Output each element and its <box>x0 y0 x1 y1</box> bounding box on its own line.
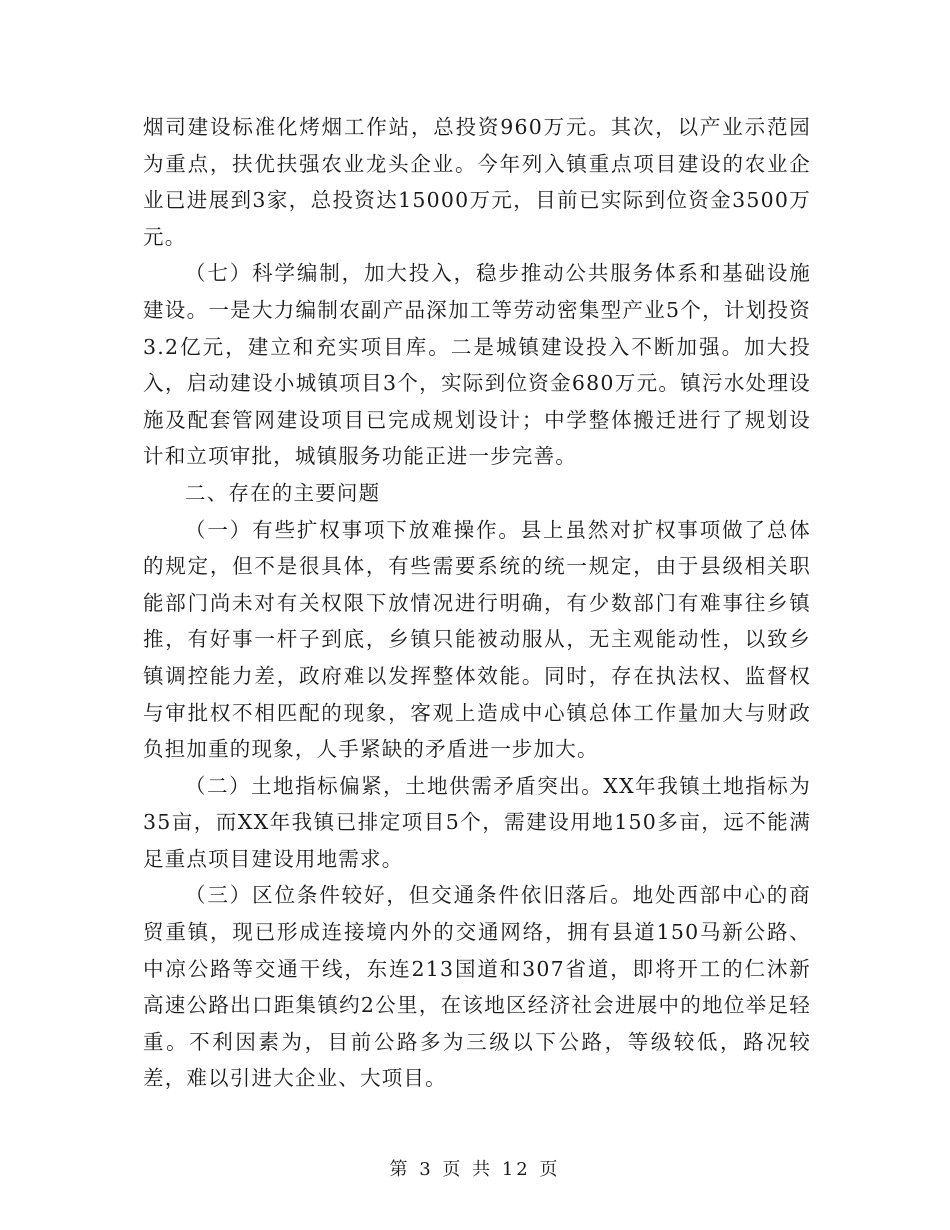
paragraph-transport: （三）区位条件较好，但交通条件依旧落后。地处西部中心的商贸重镇，现已形成连接境内外的交通网络，拥有县道150马新公路、中凉公路等交通干线，东连213国道和307省道，即将开工的仁沐新高速公路出口距集镇约2公里，在该地区经济社会进展中的地位举足轻重。不利因素为，目前公路多为三级以下公路，等级较低，路况较差，难以引进大企业、大项目。 <box>143 883 811 1091</box>
paragraph-delegated-powers: （一）有些扩权事项下放难操作。县上虽然对扩权事项做了总体的规定，但不是很具体，有些需要系统的统一规定，由于县级相关职能部门尚未对有关权限下放情况进行明确，有少数部门有难事往乡镇推，有好事一杆子到底，乡镇只能被动服从，无主观能动性，以致乡镇调控能力差，政府难以发挥整体效能。同时，存在执法权、监督权与审批权不相匹配的现象，客观上造成中心镇总体工作量加大与财政负担加重的现象，人手紧缺的矛盾进一步加大。 <box>143 517 811 762</box>
paragraph-public-services: （七）科学编制，加大投入，稳步推动公共服务体系和基础设施建设。一是大力编制农副产品深加工等劳动密集型产业5个，计划投资3.2亿元，建立和充实项目库。二是城镇建设投入不断加强。加大投入，启动建设小城镇项目3个，实际到位资金680万元。镇污水处理设施及配套管网建设项目已完成规划设计；中学整体搬迁进行了规划设计和立项审批，城镇服务功能正进一步完善。 <box>143 261 811 469</box>
page-number-footer: 第 3 页 共 12 页 <box>389 1159 561 1180</box>
section-heading-main-problems: 二、存在的主要问题 <box>185 480 381 505</box>
paragraph-land-quota: （二）土地指标偏紧，土地供需矛盾突出。XX年我镇土地指标为35亩，而XX年我镇已排定项目5个，需建设用地150多亩，远不能满足重点项目建设用地需求。 <box>143 773 811 871</box>
paragraph-tobacco-station: 烟司建设标准化烤烟工作站，总投资960万元。其次，以产业示范园为重点，扶优扶强农业龙头企业。今年列入镇重点项目建设的农业企业已进展到3家，总投资达15000万元，目前已实际到位资金3500万元。 <box>143 115 811 249</box>
document-body <box>143 109 811 1097</box>
